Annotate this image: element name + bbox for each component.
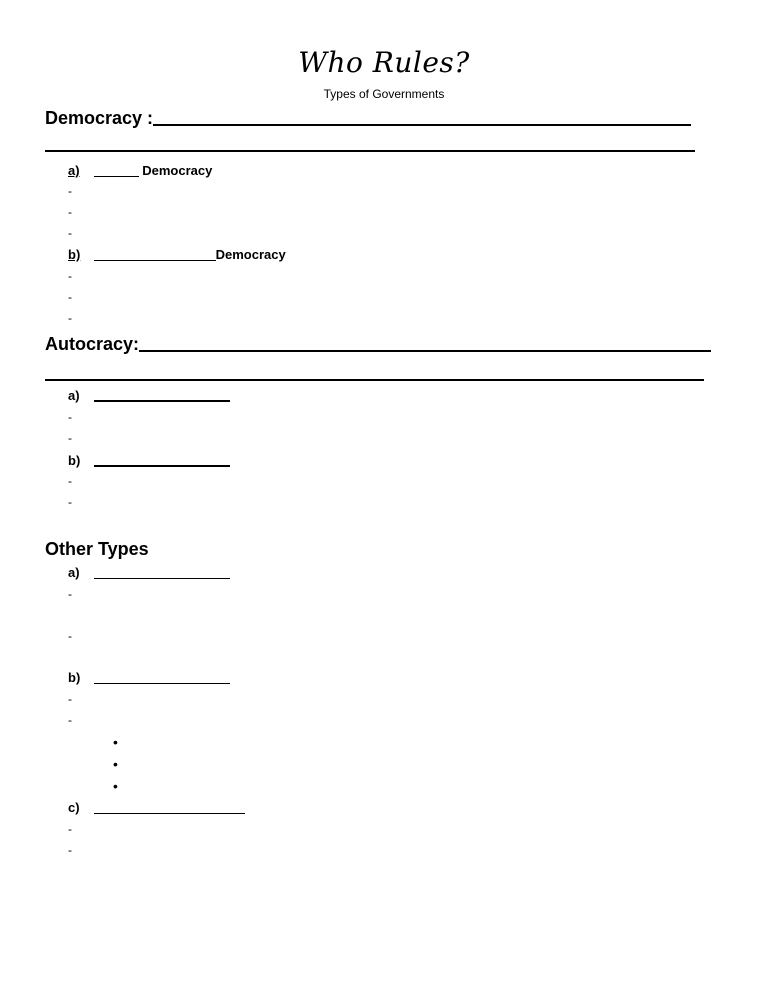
dash: - — [68, 629, 72, 643]
democracy-heading-label: Democracy : — [45, 108, 154, 128]
autocracy-b-blank[interactable] — [94, 465, 230, 467]
democracy-heading — [45, 107, 691, 129]
bullet-point: • — [113, 734, 118, 750]
bullet-point: • — [113, 756, 118, 772]
democracy-item-a — [68, 163, 212, 179]
item-marker: b) — [68, 453, 81, 468]
dash: - — [68, 431, 72, 445]
dash: - — [68, 587, 72, 601]
autocracy-item-b — [68, 453, 230, 469]
other-a-blank[interactable] — [94, 578, 230, 579]
bullet-point: • — [113, 778, 118, 794]
other-types-heading: Other Types — [45, 539, 149, 559]
page-subtitle: Types of Governments — [323, 87, 445, 101]
democracy-a-word: Democracy — [142, 163, 213, 178]
other-item-a — [68, 565, 230, 581]
dash: - — [68, 843, 72, 857]
other-b-blank[interactable] — [94, 683, 230, 684]
dash: - — [68, 290, 72, 304]
dash: - — [68, 410, 72, 424]
other-item-c — [68, 800, 245, 816]
dash: - — [68, 713, 72, 727]
dash: - — [68, 692, 72, 706]
autocracy-definition-blank[interactable] — [139, 350, 711, 352]
autocracy-item-a — [68, 388, 230, 404]
page-title: Who Rules? — [298, 46, 470, 79]
dash: - — [68, 205, 72, 219]
democracy-definition-blank[interactable] — [153, 124, 691, 126]
autocracy-definition-blank-2[interactable] — [45, 379, 704, 381]
dash: - — [68, 311, 72, 325]
democracy-b-word: Democracy — [215, 247, 286, 262]
dash: - — [68, 474, 72, 488]
democracy-b-blank[interactable] — [94, 260, 216, 261]
autocracy-a-blank[interactable] — [94, 400, 230, 402]
dash: - — [68, 495, 72, 509]
item-marker: b) — [68, 247, 81, 262]
democracy-a-blank[interactable] — [94, 176, 139, 177]
democracy-definition-blank-2[interactable] — [45, 150, 695, 152]
dash: - — [68, 822, 72, 836]
item-marker: a) — [68, 388, 80, 403]
item-marker: b) — [68, 670, 81, 685]
dash: - — [68, 184, 72, 198]
autocracy-heading — [45, 333, 711, 355]
democracy-item-b — [68, 247, 286, 263]
other-c-blank[interactable] — [94, 813, 245, 814]
dash: - — [68, 269, 72, 283]
item-marker: c) — [68, 800, 80, 815]
autocracy-heading-label: Autocracy: — [45, 334, 140, 354]
item-marker: a) — [68, 565, 80, 580]
dash: - — [68, 226, 72, 240]
other-item-b — [68, 670, 230, 686]
item-marker: a) — [68, 163, 80, 178]
